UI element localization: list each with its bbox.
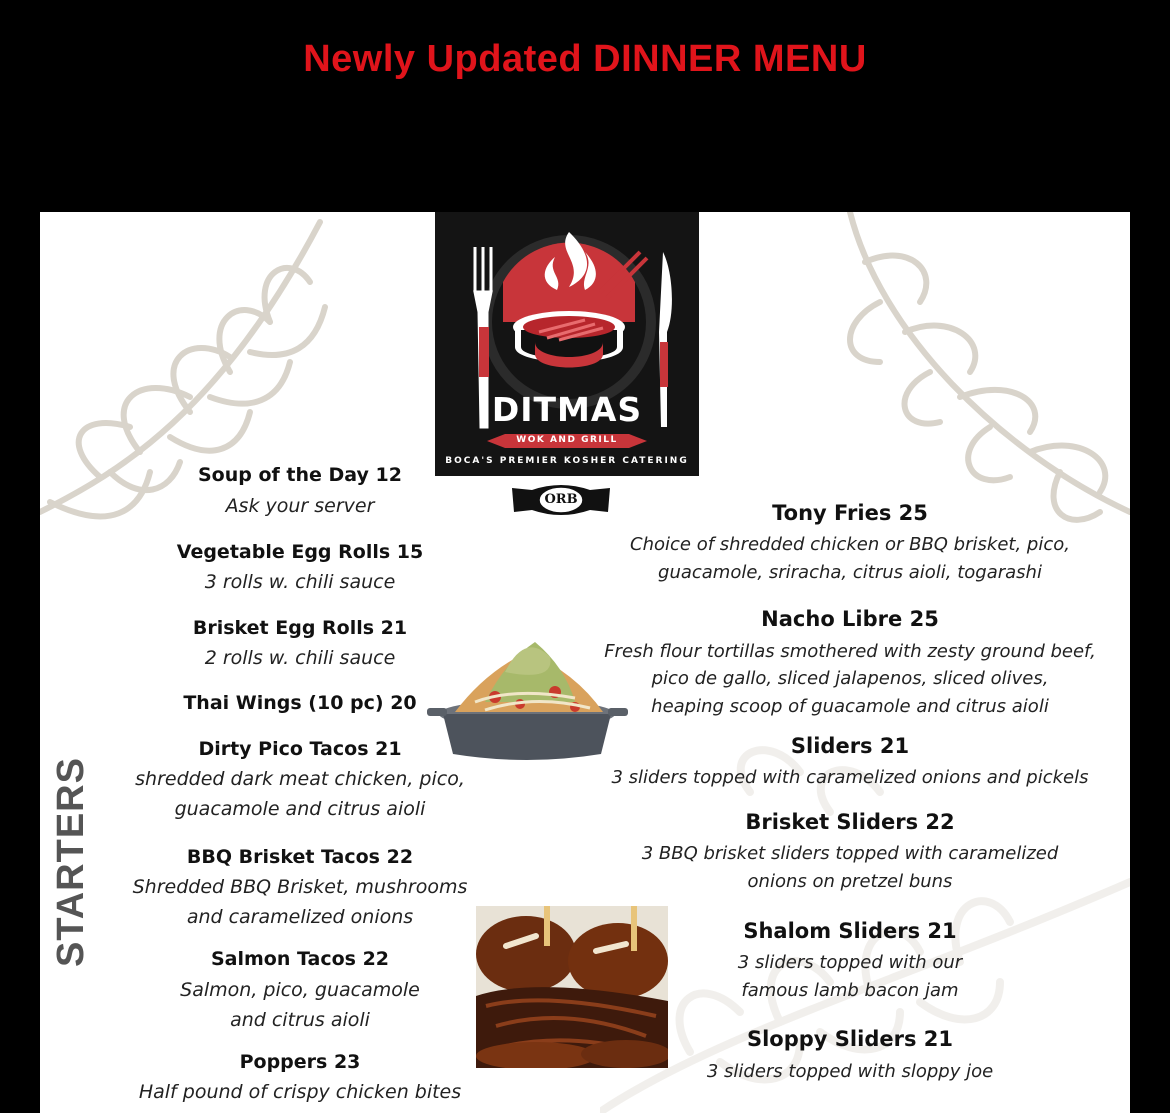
menu-item-desc: and citrus aioli [230, 1009, 370, 1031]
menu-item-desc: guacamole and citrus aioli [174, 798, 426, 820]
menu-item-desc: famous lamb bacon jam [741, 980, 959, 1001]
menu-item-desc: Ask your server [225, 495, 375, 517]
menu-item-desc: Fresh flour tortillas smothered with zesty ground beef, [604, 641, 1096, 662]
menu-item-desc: Shredded BBQ Brisket, mushrooms [132, 876, 468, 898]
section-label-starters: STARTERS [50, 757, 92, 967]
menu-item-name: Nacho Libre 25 [761, 607, 939, 631]
menu-item-name: Brisket Egg Rolls 21 [192, 617, 408, 639]
ditmas-logo [435, 212, 699, 476]
menu-item-desc: heaping scoop of guacamole and citrus aioli [651, 696, 1049, 717]
menu-item-name: Sliders 21 [790, 734, 910, 758]
menu-item-name: Brisket Sliders 22 [745, 810, 955, 834]
orb-badge-text: ORB [544, 492, 578, 507]
menu-item-desc: onions on pretzel buns [747, 871, 953, 892]
menu-item-desc: shredded dark meat chicken, pico, [135, 768, 465, 790]
menu-item-desc: 3 rolls w. chili sauce [204, 571, 396, 593]
menu-item-desc: 2 rolls w. chili sauce [204, 647, 396, 669]
menu-item-desc: Choice of shredded chicken or BBQ brisket, pico, [630, 534, 1070, 555]
menu-item-desc: and caramelized onions [186, 906, 414, 928]
menu-item-name: Vegetable Egg Rolls 15 [176, 541, 424, 563]
menu-item-desc: pico de gallo, sliced jalapenos, sliced olives, [651, 668, 1049, 689]
menu-item-name: BBQ Brisket Tacos 22 [186, 846, 414, 868]
menu-sheet [40, 212, 1130, 1113]
menu-item-name: Sloppy Sliders 21 [746, 1027, 953, 1051]
menu-item-desc: Half pound of crispy chicken bites [138, 1081, 462, 1103]
menu-item-desc: 3 sliders topped with caramelized onions and pickels [611, 767, 1089, 788]
menu-item-desc: 3 BBQ brisket sliders topped with caramelized [641, 843, 1059, 864]
menu-item-name: Poppers 23 [239, 1051, 361, 1073]
logo-ribbon-text: WOK AND GRILL [516, 435, 618, 445]
menu-item-name: Shalom Sliders 21 [743, 919, 957, 943]
leaf-branch-right-icon [820, 212, 1130, 542]
menu-item-name: Dirty Pico Tacos 21 [198, 738, 402, 760]
menu-item-name: Soup of the Day 12 [198, 464, 402, 486]
page-headline: Newly Updated DINNER MENU [303, 38, 867, 80]
menu-item-desc: 3 sliders topped with sloppy joe [706, 1061, 994, 1082]
logo-tagline: BOCA'S PREMIER KOSHER CATERING [445, 456, 689, 466]
menu-item-desc: 3 sliders topped with our [737, 952, 963, 973]
menu-item-desc: Salmon, pico, guacamole [180, 979, 420, 1001]
menu-item-desc: guacamole, sriracha, citrus aioli, togarashi [658, 562, 1042, 583]
menu-item-name: Thai Wings (10 pc) 20 [183, 692, 417, 714]
menu-item-name: Tony Fries 25 [772, 501, 928, 525]
menu-item-name: Salmon Tacos 22 [210, 948, 390, 970]
logo-brand: DITMAS [491, 390, 643, 429]
